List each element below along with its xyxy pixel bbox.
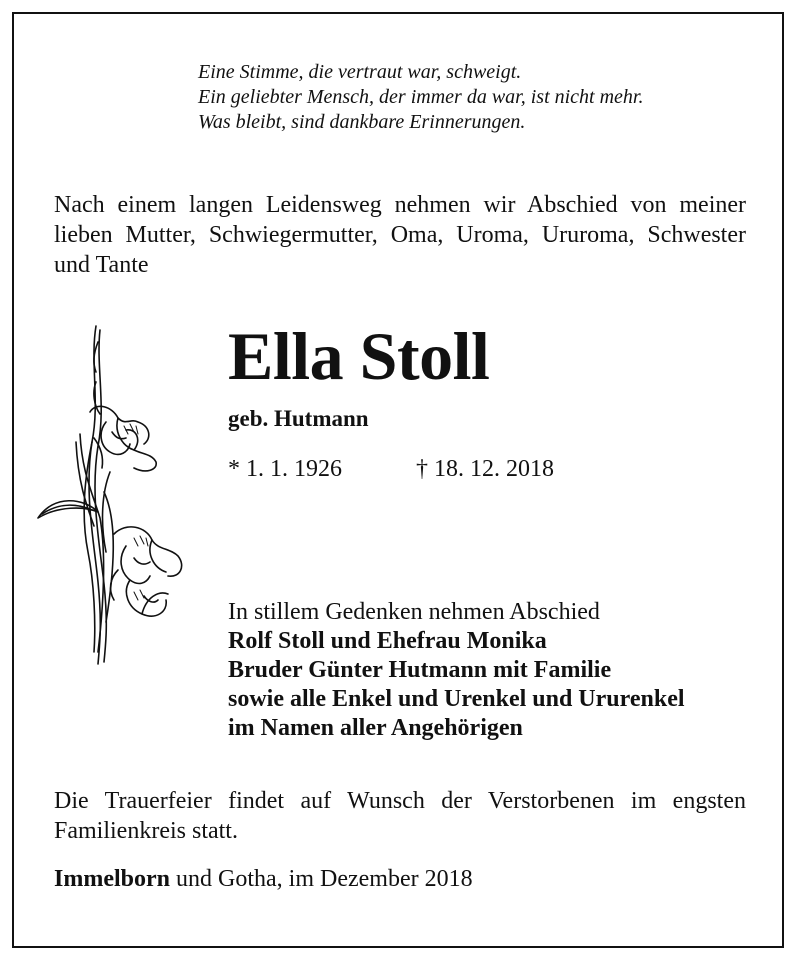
mourners-block <box>228 598 685 743</box>
place-town: Immelborn <box>54 866 170 892</box>
intro-text: Nach einem langen Leidensweg nehmen wir Abschied von meiner lieben Mutter, Schwiegermutter, Oma, Uroma, Ururoma, Schwester und Tante <box>54 192 746 278</box>
birth-date: * 1. 1. 1926 <box>228 456 342 482</box>
mourner-line: Bruder Günter Hutmann mit Familie <box>228 657 612 683</box>
death-date: † 18. 12. 2018 <box>416 456 554 482</box>
poem <box>198 60 644 135</box>
mourners-lead: In stillem Gedenken nehmen Abschied <box>228 599 600 625</box>
deceased-name: Ella Stoll <box>228 318 490 394</box>
maiden-name: geb. Hutmann <box>228 406 369 431</box>
funeral-text: Die Trauerfeier findet auf Wunsch der Verstorbenen im engsten Familienkreis statt. <box>54 788 746 844</box>
poem-line: Eine Stimme, die vertraut war, schweigt. <box>198 61 522 83</box>
mourner-line: Rolf Stoll und Ehefrau Monika <box>228 628 547 654</box>
place-date <box>54 864 473 894</box>
poem-line: Ein geliebter Mensch, der immer da war, ist nicht mehr. <box>198 86 644 108</box>
mourner-line: sowie alle Enkel und Urenkel und Ururenkel <box>228 686 685 712</box>
iris-flower-icon <box>34 322 194 666</box>
mourner-line: im Namen aller Angehörigen <box>228 715 523 741</box>
poem-line: Was bleibt, sind dankbare Erinnerungen. <box>198 111 526 133</box>
life-dates <box>228 454 554 484</box>
place-rest: und Gotha, im Dezember 2018 <box>170 866 473 892</box>
